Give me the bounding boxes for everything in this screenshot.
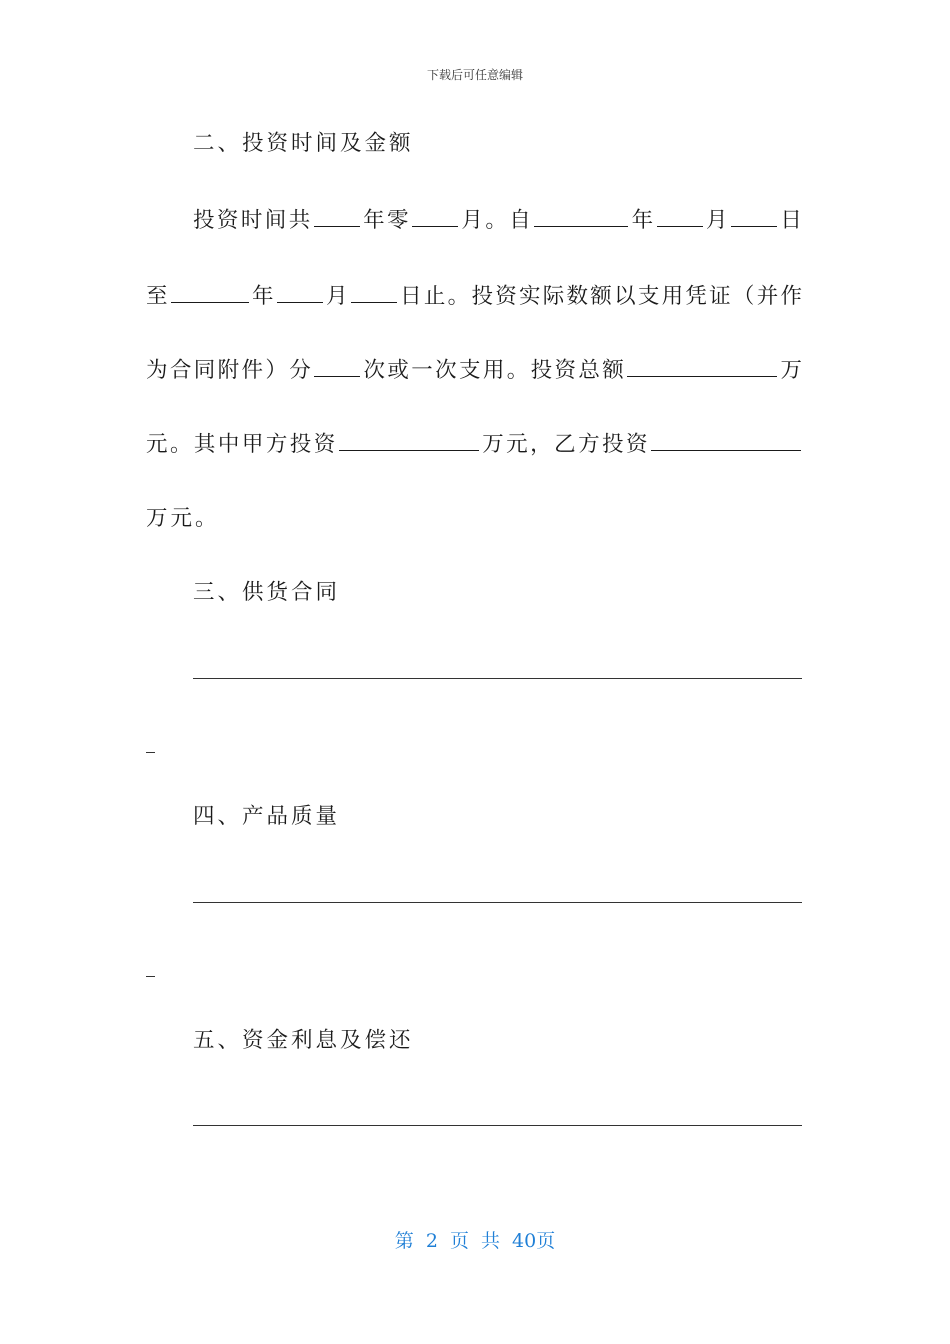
blank-field — [277, 280, 323, 303]
text-fragment: 年零 — [360, 208, 411, 233]
blank-field — [171, 280, 249, 303]
section-title-interest: 五、资金利息及偿还 — [193, 1028, 414, 1053]
blank-field — [657, 204, 703, 227]
blank-field — [412, 204, 458, 227]
section-title-quality: 四、产品质量 — [193, 804, 341, 829]
text-fragment: 日止。投资实际数额以支用凭证（并作 — [397, 284, 802, 309]
text-fragment: 元。其中甲方投资 — [146, 432, 338, 457]
fill-in-line-end — [146, 752, 155, 753]
text-fragment: 月 — [703, 208, 730, 233]
text-fragment: 万元，乙方投资 — [479, 432, 650, 457]
fill-in-line — [193, 1125, 802, 1126]
blank-field — [731, 204, 777, 227]
blank-field — [627, 354, 777, 377]
text-fragment: 月。自 — [459, 208, 534, 233]
text-fragment: 万 — [778, 358, 802, 383]
section-title-supply: 三、供货合同 — [193, 580, 341, 605]
page-number: 第 2 页 共 40页 — [394, 1230, 556, 1252]
paragraph-line — [146, 280, 802, 312]
fill-in-line — [193, 902, 802, 903]
paragraph-line — [146, 428, 802, 460]
blank-field — [351, 280, 397, 303]
blank-field — [314, 354, 360, 377]
blank-field — [339, 428, 479, 451]
text-fragment: 月 — [323, 284, 350, 309]
text-fragment: 投资时间共 — [193, 208, 313, 233]
text-fragment: 为合同附件）分 — [146, 358, 314, 383]
paragraph-line — [193, 204, 802, 236]
blank-field — [651, 428, 801, 451]
header-note: 下载后可任意编辑 — [426, 68, 523, 82]
text-fragment: 年 — [249, 284, 276, 309]
paragraph-line — [146, 354, 802, 386]
text-fragment: 日 — [778, 208, 802, 233]
blank-field — [534, 204, 628, 227]
paragraph-line: 万元。 — [146, 506, 220, 531]
text-fragment: 次或一次支用。投资总额 — [361, 358, 627, 383]
blank-field — [314, 204, 360, 227]
text-fragment: 年 — [629, 208, 656, 233]
text-fragment: 至 — [146, 284, 170, 309]
fill-in-line — [193, 678, 802, 679]
section-title-investment: 二、投资时间及金额 — [193, 131, 414, 156]
fill-in-line-end — [146, 976, 155, 977]
